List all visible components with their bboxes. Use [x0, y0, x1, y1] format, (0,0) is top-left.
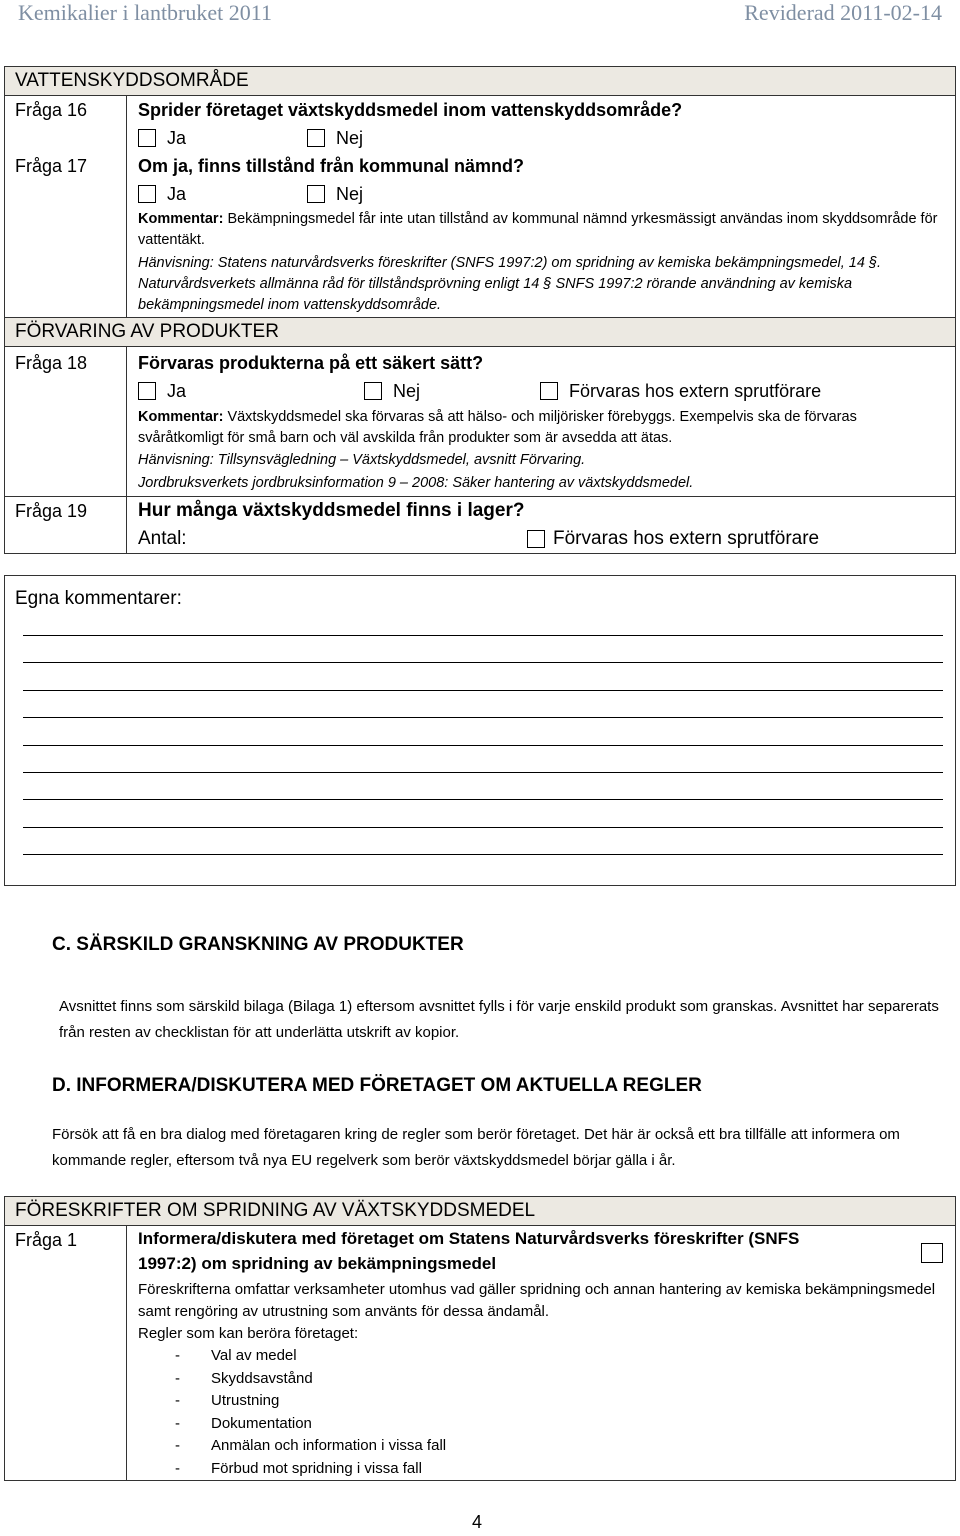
- rules-label: Regler som kan beröra företaget:: [138, 1325, 359, 1342]
- comment-line[interactable]: [23, 690, 943, 691]
- checkbox-icon[interactable]: [307, 185, 325, 203]
- checkbox-icon[interactable]: [921, 1243, 943, 1263]
- section-d-heading: D. INFORMERA/DISKUTERA MED FÖRETAGET OM AKTUELLA REGLER: [52, 1075, 702, 1096]
- reference-18a: Hänvisning: Tillsynsvägledning – Växtskyddsmedel, avsnitt Förvaring.: [138, 452, 586, 468]
- question-17-options: [138, 180, 943, 208]
- list-item: - Förbud mot spridning i vissa fall: [138, 1458, 943, 1481]
- comment-17: Kommentar: Bekämpningsmedel får inte utan tillstånd av kommunal nämnd yrkesmässigt användas inom skyddsområde för vattentäkt.: [138, 211, 938, 248]
- rules-list: [138, 1345, 943, 1480]
- header-revision: Reviderad 2011-02-14: [744, 0, 942, 25]
- question-label-17: Fråga 17: [15, 156, 88, 176]
- question-18-text: Förvaras produkterna på ett säkert sätt?: [138, 353, 484, 373]
- question-label-16: Fråga 16 Fråga 17: [5, 96, 127, 318]
- own-comments-title: Egna kommentarer:: [15, 588, 182, 609]
- option-ja[interactable]: Ja: [138, 184, 186, 205]
- comment-line[interactable]: [23, 772, 943, 773]
- option-ja[interactable]: Ja: [138, 128, 186, 149]
- question-label-1: Fråga 1: [5, 1226, 127, 1481]
- antal-label: Antal:: [138, 528, 187, 549]
- comment-line[interactable]: [23, 635, 943, 636]
- option-extern[interactable]: Förvaras hos extern sprutförare: [527, 528, 819, 550]
- reference-18b: Jordbruksverkets jordbruksinformation 9 – 2008: Säker hantering av växtskyddsmedel.: [138, 475, 694, 491]
- section-d-text: Försök att få en bra dialog med företagaren kring de regler som berör företaget. Det här är också ett bra tillfälle att informera om kommande regler, eftersom två nya EU regelverk som berör växtskyddsmedel börjar gälla i år.: [52, 1126, 900, 1169]
- checkbox-icon[interactable]: [527, 530, 545, 548]
- list-item: - Val av medel: [138, 1345, 943, 1368]
- form-table-foreskrifter: [4, 1196, 956, 1481]
- checkbox-icon[interactable]: [540, 382, 558, 400]
- comment-line[interactable]: [23, 799, 943, 800]
- header-title: Kemikalier i lantbruket 2011: [18, 0, 272, 25]
- questions-vattenskydd: [127, 96, 956, 318]
- own-comments-box: [4, 575, 956, 886]
- question-18-options: [138, 377, 943, 405]
- option-extern[interactable]: Förvaras hos extern sprutförare: [540, 381, 821, 402]
- checkbox-icon[interactable]: [307, 129, 325, 147]
- section-title-forvaring: FÖRVARING AV PRODUKTER: [5, 318, 956, 347]
- list-item: - Anmälan och information i vissa fall: [138, 1435, 943, 1458]
- checkbox-icon[interactable]: [138, 129, 156, 147]
- comment-line[interactable]: [23, 854, 943, 855]
- comment-line[interactable]: [23, 827, 943, 828]
- question-label-19: Fråga 19: [5, 497, 127, 554]
- comment-line[interactable]: [23, 745, 943, 746]
- checkbox-icon[interactable]: [364, 382, 382, 400]
- comment-18: Kommentar: Växtskyddsmedel ska förvaras så att hälso- och miljörisker förebyggs. Exempelvis ska de förvaras svåråtkomligt för små barn och väl avskilda från produkter som är avsedda att ätas.: [138, 409, 857, 446]
- list-item: - Utrustning: [138, 1390, 943, 1413]
- option-nej[interactable]: Nej: [307, 128, 363, 149]
- comment-line[interactable]: [23, 717, 943, 718]
- option-nej[interactable]: Nej: [364, 381, 420, 402]
- checkbox-icon[interactable]: [138, 185, 156, 203]
- option-nej[interactable]: Nej: [307, 184, 363, 205]
- question-18-body: [127, 347, 956, 497]
- question-1-body: [127, 1226, 956, 1481]
- option-ja[interactable]: Ja: [138, 381, 186, 402]
- comment-line[interactable]: [23, 662, 943, 663]
- question-19-text: Hur många växtskyddsmedel finns i lager?: [138, 500, 525, 521]
- question-1-text: Informera/diskutera med företaget om Statens Naturvårdsverks föreskrifter (SNFS 1997:2) om spridning av bekämpningsmedel: [138, 1229, 800, 1273]
- list-item: - Dokumentation: [138, 1413, 943, 1436]
- question-19-body: [127, 497, 956, 554]
- section-c-text: Avsnittet finns som särskild bilaga (Bilaga 1) eftersom avsnittet fylls i för varje enskild produkt som granskas. Avsnittet har separerats från resten av checklistan för att underlätta utskrift av kopior.: [59, 998, 939, 1041]
- question-1-description: Föreskrifterna omfattar verksamheter utomhus vad gäller spridning och annan hantering av kemiska bekämpningsmedel samt rengöring av utrustning som använts för dessa ändamål.: [138, 1281, 936, 1320]
- question-16-text: Sprider företaget växtskyddsmedel inom vattenskyddsområde?: [138, 100, 683, 120]
- question-label-18: Fråga 18: [5, 347, 127, 497]
- question-17-text: Om ja, finns tillstånd från kommunal nämnd?: [138, 156, 525, 176]
- list-item: - Skyddsavstånd: [138, 1368, 943, 1391]
- page-number: 4: [472, 1512, 483, 1532]
- checkbox-icon[interactable]: [138, 382, 156, 400]
- reference-17: Hänvisning: Statens naturvårdsverks föreskrifter (SNFS 1997:2) om spridning av kemiska bekämpningsmedel, 14 §. Naturvårdsverkets allmänna råd för tillståndsprövning enligt 14 § SNFS 1997:2 rörande användning av kemiska bekämpningsmedel inom vattenskyddsområde.: [138, 255, 882, 313]
- form-table-top: [4, 66, 956, 554]
- question-19-options: [138, 525, 943, 553]
- section-c-heading: C. SÄRSKILD GRANSKNING AV PRODUKTER: [52, 934, 464, 955]
- question-16-options: [138, 124, 943, 152]
- section-title-foreskrifter: FÖRESKRIFTER OM SPRIDNING AV VÄXTSKYDDSMEDEL: [5, 1197, 956, 1226]
- section-title-vattenskydd: VATTENSKYDDSOMRÅDE: [5, 67, 956, 96]
